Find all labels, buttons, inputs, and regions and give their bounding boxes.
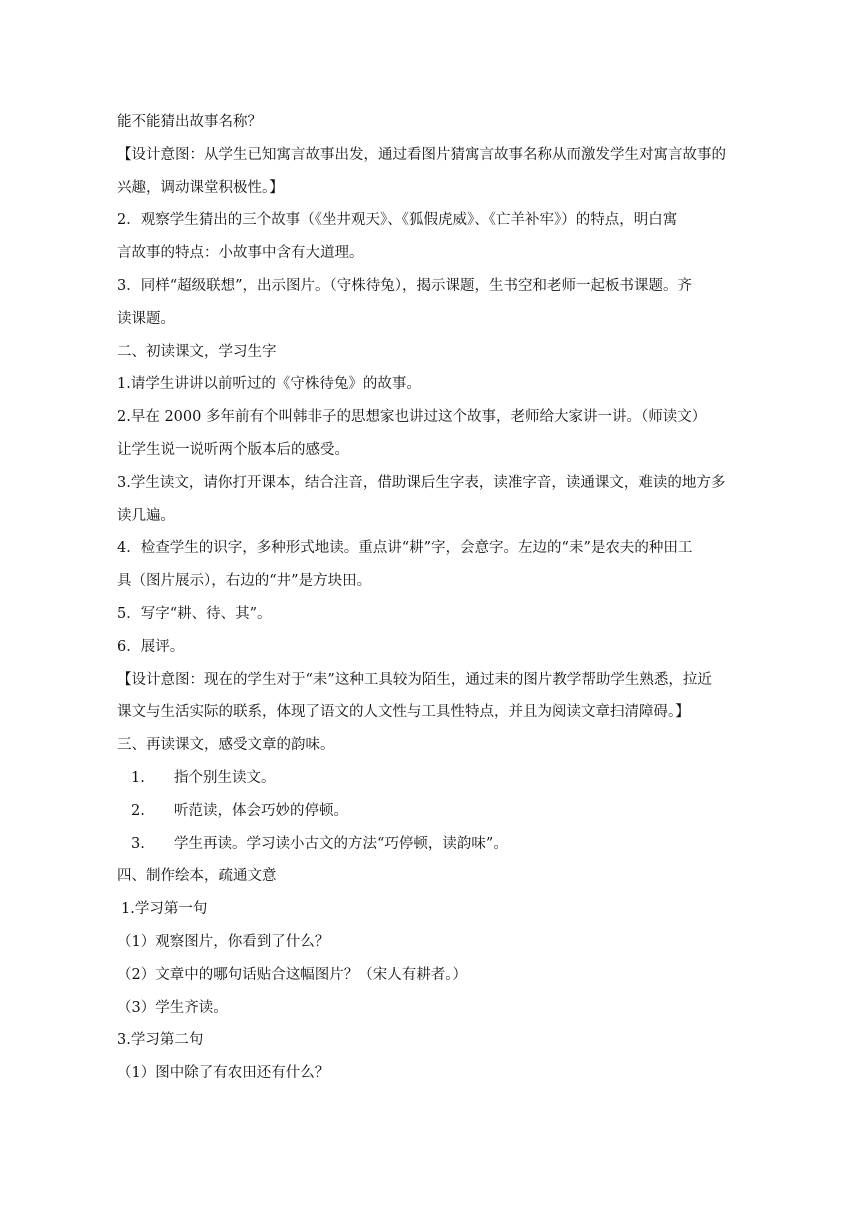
text-line: （2）文章中的哪句话贴合这幅图片？（宋人有耕者。） bbox=[117, 966, 467, 983]
text-line: 让学生说一说听两个版本后的感受。 bbox=[117, 441, 349, 458]
text-line: 3.学生读文，请你打开课本，结合注音，借助课后生字表，读准字音，读通课文，难读的地方多 bbox=[117, 474, 726, 491]
list-number: 1. bbox=[131, 769, 145, 786]
list-text: 学生再读。学习读小古文的方法“巧停顿，读韵味”。 bbox=[174, 835, 508, 852]
list-item bbox=[117, 762, 753, 795]
list-item bbox=[117, 795, 753, 828]
text-line: 【设计意图：现在的学生对于“耒”这种工具较为陌生，通过耒的图片教学帮助学生熟悉，拉近 bbox=[117, 671, 712, 688]
text-line: 【设计意图：从学生已知寓言故事出发，通过看图片猜寓言故事名称从而激发学生对寓言故事的 bbox=[117, 146, 726, 163]
section-heading: 三、再读课文，感受文章的韵味。 bbox=[117, 737, 335, 754]
text-line: （1）观察图片，你看到了什么？ bbox=[117, 933, 330, 950]
text-line: 2．观察学生猜出的三个故事（《坐井观天》、《狐假虎威》、《亡羊补牢》）的特点，明白寓 bbox=[117, 212, 678, 229]
text-line: 2.早在 2000 多年前有个叫韩非子的思想家也讲过这个故事，老师给大家讲一讲。（师读文） bbox=[117, 409, 707, 426]
section-heading: 四、制作绘本，疏通文意 bbox=[117, 868, 277, 885]
list-number: 3. bbox=[131, 835, 145, 852]
text-line: 3.学习第二句 bbox=[117, 1032, 204, 1049]
document-body bbox=[117, 106, 753, 1090]
section-heading: 二、初读课文，学习生字 bbox=[117, 343, 277, 360]
text-line: 读几遍。 bbox=[117, 507, 175, 524]
text-line: 读课题。 bbox=[117, 310, 175, 327]
list-number: 2. bbox=[131, 802, 145, 819]
text-line: 1.请学生讲讲以前听过的《守株待兔》的故事。 bbox=[117, 376, 421, 393]
list-text: 指个别生读文。 bbox=[174, 769, 276, 786]
text-line: （1）图中除了有农田还有什么？ bbox=[117, 1065, 330, 1082]
text-line: 6．展评。 bbox=[117, 638, 185, 655]
text-line: （3）学生齐读。 bbox=[117, 999, 228, 1016]
list-text: 听范读，体会巧妙的停顿。 bbox=[174, 802, 348, 819]
text-line: 课文与生活实际的联系，体现了语文的人文性与工具性特点，并且为阅读文章扫清障碍。】 bbox=[117, 704, 690, 721]
text-line: 兴趣，调动课堂积极性。】 bbox=[117, 179, 284, 196]
text-line: 4．检查学生的识字，多种形式地读。重点讲“耕”字，会意字。左边的“耒”是农夫的种田工 bbox=[117, 540, 693, 557]
list-item bbox=[117, 828, 753, 861]
text-line: 能不能猜出故事名称？ bbox=[117, 114, 262, 130]
text-line: 3．同样“超级联想”，出示图片。（守株待兔），揭示课题，生书空和老师一起板书课题。齐 bbox=[117, 277, 693, 294]
text-line: 5．写字“耕、待、其”。 bbox=[117, 605, 272, 622]
text-line: 具（图片展示），右边的“井”是方块田。 bbox=[117, 573, 372, 590]
text-line: 言故事的特点：小故事中含有大道理。 bbox=[117, 245, 364, 262]
text-line: 1.学习第一句 bbox=[121, 901, 208, 918]
